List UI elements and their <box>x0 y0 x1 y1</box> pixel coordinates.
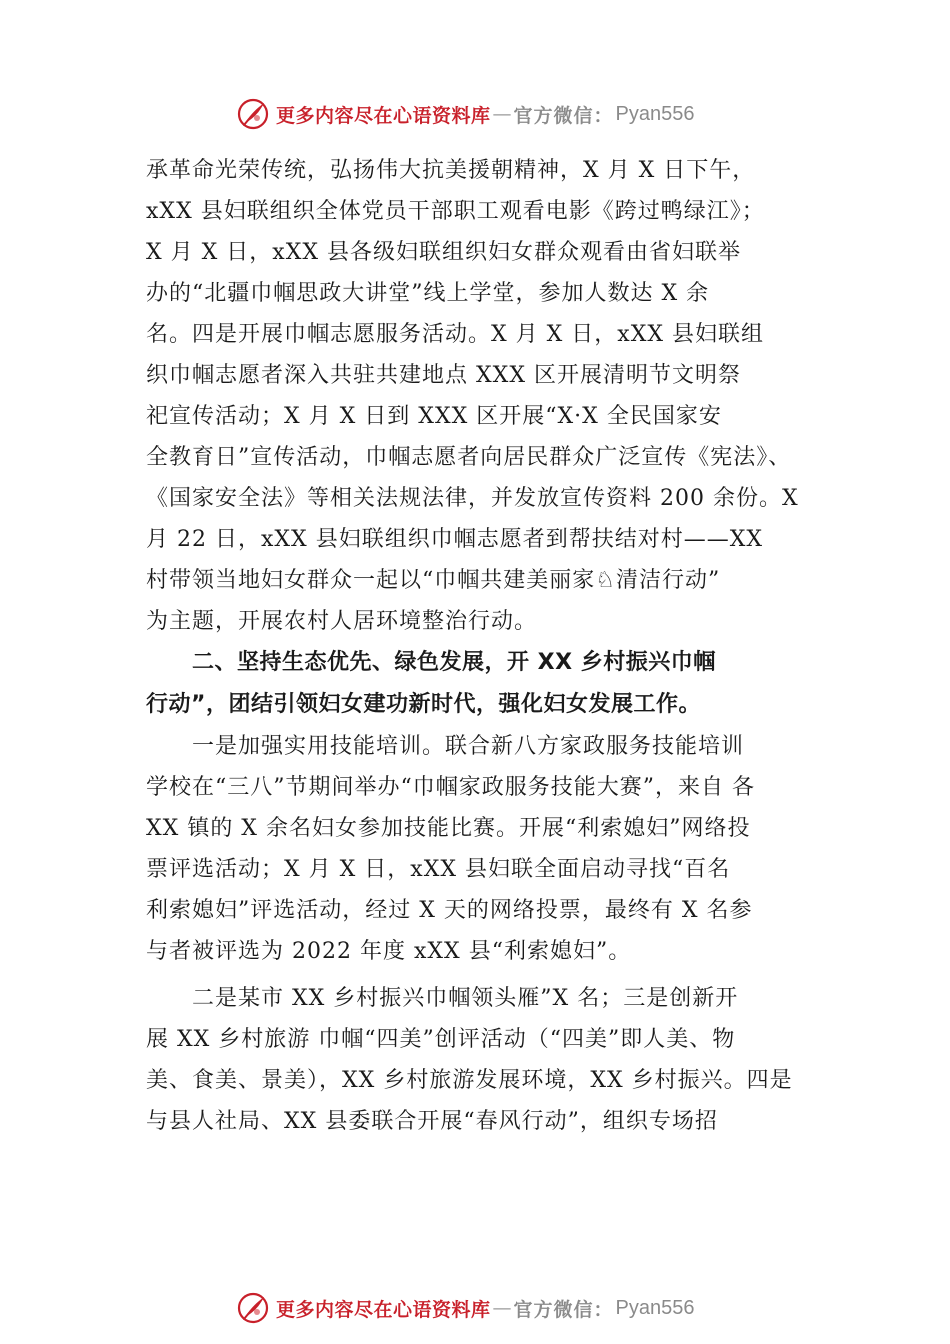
text-line: 为主题，开展农村人居环境整治行动。 <box>146 609 538 634</box>
text-line: 《国家安全法》等相关法规法律，并发放宣传资料 200 余份。X <box>146 486 799 511</box>
feather-pen-logo-icon <box>236 97 270 131</box>
text-line: 全教育日”宣传活动，巾帼志愿者向居民群众广泛宣传《宪法》、 <box>146 445 792 470</box>
watermark-wechat-label: 官方微信： <box>513 1298 614 1321</box>
text-line: 利索媳妇”评选活动，经过 X 天的网络投票，最终有 X 名参 <box>146 898 753 923</box>
text-line: 祀宣传活动；X 月 X 日到 XXX 区开展“X·X 全民国家安 <box>146 404 722 429</box>
watermark-wechat-label: 官方微信： <box>513 104 614 127</box>
watermark-dash: — <box>492 1297 512 1319</box>
text-line: 办的“北疆巾帼思政大讲堂”线上学堂，参加人数达 X 余 <box>146 281 710 306</box>
text-line: 票评选活动；X 月 X 日，xXX 县妇联全面启动寻找“百名 <box>146 857 731 882</box>
header-watermark <box>236 96 756 132</box>
watermark-wechat-id: Pyan556 <box>615 102 695 125</box>
watermark-wechat-id: Pyan556 <box>615 1296 695 1319</box>
text-line: 与县人社局、XX 县委联合开展“春风行动”，组织专场招 <box>146 1109 718 1134</box>
watermark-text: 更多内容尽在心语资料库 <box>276 104 491 127</box>
feather-pen-logo-icon <box>236 1291 270 1325</box>
section-heading-2 <box>146 642 816 726</box>
paragraph-3 <box>146 978 816 1142</box>
heading-line: 行动”，团结引领妇女建功新时代，强化妇女发展工作。 <box>146 692 701 717</box>
watermark-text: 更多内容尽在心语资料库 <box>276 1298 491 1321</box>
text-line: 织巾帼志愿者深入共驻共建地点 XXX 区开展清明节文明祭 <box>146 363 741 388</box>
text-line: 美、食美、景美），XX 乡村旅游发展环境，XX 乡村振兴。四是 <box>146 1068 793 1093</box>
text-line: 二是某市 XX 乡村振兴巾帼领头雁”X 名；三是创新开 <box>192 986 739 1011</box>
document-body <box>146 150 816 1142</box>
text-line: 学校在“三八”节期间举办“巾帼家政服务技能大赛”，来自 各 <box>146 775 755 800</box>
text-line: X 月 X 日，xXX 县各级妇联组织妇女群众观看由省妇联举 <box>146 240 742 265</box>
text-line: 月 22 日，xXX 县妇联组织巾帼志愿者到帮扶结对村——XX <box>146 527 764 552</box>
paragraph-1 <box>146 150 816 642</box>
text-line: 展 XX 乡村旅游 巾帼“四美”创评活动（“四美”即人美、物 <box>146 1027 736 1052</box>
text-line: 一是加强实用技能培训。联合新八方家政服务技能培训 <box>192 734 745 759</box>
text-line: xXX 县妇联组织全体党员干部职工观看电影《跨过鸭绿江》； <box>146 199 765 224</box>
text-line: XX 镇的 X 余名妇女参加技能比赛。开展“利索媳妇”网络投 <box>146 816 751 841</box>
heading-line: 二、坚持生态优先、绿色发展，开 XX 乡村振兴巾帼 <box>192 650 716 675</box>
paragraph-2 <box>146 726 816 972</box>
watermark-dash: — <box>492 103 512 125</box>
text-line: 村带领当地妇女群众一起以“巾帼共建美丽家♘清洁行动” <box>146 568 721 593</box>
text-line: 名。四是开展巾帼志愿服务活动。X 月 X 日，xXX 县妇联组 <box>146 322 765 347</box>
text-line: 承革命光荣传统，弘扬伟大抗美援朝精神，X 月 X 日下午， <box>146 158 756 183</box>
footer-watermark <box>236 1290 756 1326</box>
text-line: 与者被评选为 2022 年度 xXX 县“利索媳妇”。 <box>146 939 632 964</box>
